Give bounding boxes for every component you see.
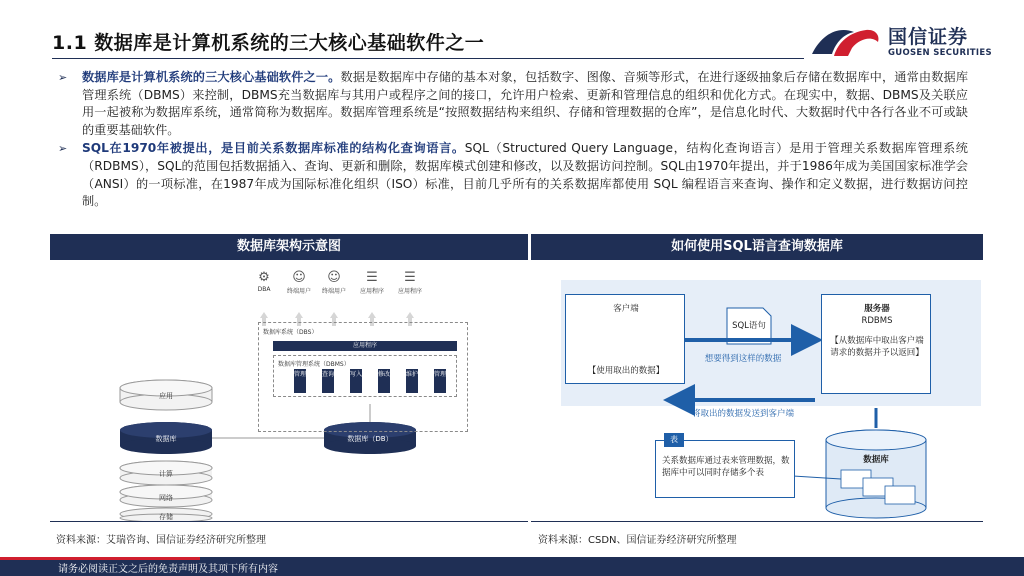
bullet-text: SQL（Structured Query Language，结构化查询语言）是用于管理关系数据库管理系统（RDBMS），SQL的范围包括数据插入、查询、更新和删除，数据库模式创建和修改，以及数据访问控制。SQL由1970年提出，并于1986年成为美国国家标准学会（ANSI）的一项标准，在1987年成为国际标准化组织（ISO）标准，目前几乎所有的关系数据库都使用 SQL 编程语言来查询、操作和定义数据，进行数据访问控制。: [82, 141, 968, 209]
server-note: 【从数据库中取出客户端请求的数据并予以返回】: [830, 336, 924, 358]
table-tag: 表: [664, 433, 684, 447]
bullet-item: [58, 140, 968, 210]
sql-query-diagram: [531, 260, 983, 522]
app-end-user: ☺ 终端用户: [314, 270, 354, 295]
app-layer-bar: 应用程序: [273, 341, 457, 351]
bullet-arrow-icon: ➢: [58, 142, 68, 156]
db-architecture-panel: [50, 234, 528, 522]
server-subtitle: RDBMS: [861, 316, 893, 326]
list-icon: ☰: [366, 270, 378, 285]
list-icon: ☰: [404, 270, 416, 285]
dbms-op: 写入: [350, 369, 362, 393]
right-source-note: 资料来源：CSDN、国信证券经济研究所整理: [538, 535, 737, 546]
dbms-op: 修改: [378, 369, 390, 393]
dbms-op: 维护: [406, 369, 418, 393]
client-box: [565, 294, 685, 384]
app-application: ☰ 应用程序: [390, 270, 430, 295]
dbms-op: 管理: [434, 369, 446, 393]
table-callout: [655, 435, 795, 498]
logo-english-name: GUOSEN SECURITIES: [888, 48, 992, 58]
bullet-lead: 数据库是计算机系统的三大核心基础软件之一。: [82, 70, 341, 84]
stack-layer-label: 数据库: [155, 435, 177, 443]
db-title: 数据库: [863, 455, 889, 465]
app-application: ☰ 应用程序: [352, 270, 392, 295]
bullet-arrow-icon: ➢: [58, 71, 68, 84]
app-end-user: ☺ 终端用户: [279, 270, 319, 295]
stack-layer-label: 存储: [159, 513, 173, 521]
logo-chinese-name: 国信证券: [888, 26, 969, 48]
title-divider: [52, 58, 804, 59]
client-note: 【使用取出的数据】: [587, 366, 665, 376]
guosen-logo-icon: [808, 20, 882, 60]
table-note: 关系数据库通过表来管理数据，数据库中可以同时存储多个表: [662, 456, 790, 478]
user-icon: ☺: [327, 270, 341, 285]
stack-layer-label: 计算: [159, 470, 173, 478]
left-source-note: 资料来源：艾瑞咨询、国信证券经济研究所整理: [56, 535, 266, 546]
footer-bar: [0, 557, 1024, 576]
sql-statement-doc: SQL语句: [732, 321, 766, 331]
bullet-text: 数据是数据库中存储的基本对象，包括数字、图像、音频等形式，在进行逐级抽象后存储在数据库中，通常由数据库管理系统（DBMS）来控制，DBMS充当数据库与其用户或程序之间的接口，允许用户检索、更新和管理信息的组织和优化方式。在现实中，数据、DBMS及关联应用一起被称为数据库系统，通常简称为数据库。数据库管理系统是“按照数据结构来组织、存储和管理数据的仓库”，是信息化时代、大数据时代中各行各业不可或缺的重要基础软件。: [82, 70, 969, 137]
panel-bottom-rule: [50, 521, 528, 522]
panel-bottom-rule: [531, 521, 983, 522]
page-title: 1.1 数据库是计算机系统的三大核心基础软件之一: [52, 32, 485, 54]
server-box: [821, 294, 931, 394]
bullet-list: [58, 69, 968, 212]
request-arrow-label: 想要得到这样的数据: [704, 354, 782, 364]
sql-query-panel: [531, 234, 983, 522]
bullet-lead: SQL在1970年被提出，是目前关系数据库标准的结构化查询语言。: [82, 141, 465, 156]
user-gear-icon: ⚙: [258, 270, 270, 285]
dbs-container: 数据库系统（DBS） 应用程序 数据库管理系统（DBMS） 管理 查询 写入 修改 维护 管理: [258, 322, 468, 432]
footer-disclaimer: 请务必阅读正文之后的免责声明及其项下所有内容: [58, 564, 278, 575]
server-title: 服务器: [864, 304, 890, 314]
app-dba: ⚙ DBA: [244, 270, 284, 293]
panel-title: 如何使用SQL语言查询数据库: [531, 234, 983, 260]
guosen-logo: [808, 18, 998, 66]
bullet-item: [58, 69, 968, 139]
panel-title: 数据库架构示意图: [50, 234, 528, 260]
db-disk-label: 数据库（DB）: [347, 435, 393, 443]
response-arrow-label: 将取出的数据发送到客户端: [691, 409, 794, 419]
architecture-diagram: [50, 260, 528, 522]
dbms-op: 管理: [294, 369, 306, 393]
stack-layer-label: 应用: [159, 392, 173, 400]
stack-layer-label: 网络: [159, 494, 173, 502]
client-title: 客户端: [613, 304, 639, 314]
dbms-container: 数据库管理系统（DBMS） 管理 查询 写入 修改 维护 管理: [273, 355, 457, 397]
user-icon: ☺: [292, 270, 306, 285]
dbms-op: 查询: [322, 369, 334, 393]
